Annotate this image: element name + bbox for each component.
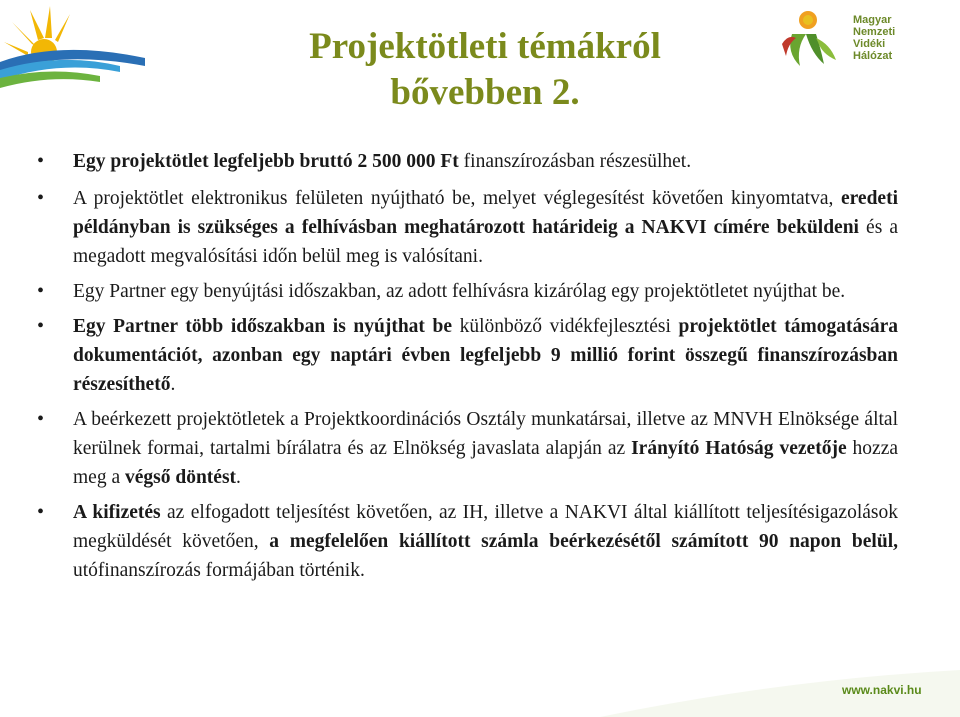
text: hozza meg a [73, 438, 899, 488]
bold-text: projektötlet támogatására dokumentációt, azonban egy naptári évben legfeljebb 9 millió forint összegű finanszírozásban részesíthető [73, 316, 898, 395]
bold-text: végső döntést [124, 467, 237, 488]
bullet-list [40, 147, 898, 591]
footer-wave-decoration [600, 640, 960, 717]
bullet-item [40, 147, 898, 176]
title-line-2: bővebben 2. [390, 72, 580, 113]
bold-text: a megfelelően kiállított számla beérkezésétől számított 90 napon belül, [269, 531, 898, 552]
sunrise-logo-icon [0, 0, 145, 90]
bullet-item [40, 498, 898, 585]
bullet-item [40, 312, 898, 399]
text: A beérkezett projektötletek a Projektkoordinációs Osztály munkatársai, illetve az MNVH Elnöksége által kerülnek formai, tartalmi bírálatra és az Elnökség javaslata alapján az [73, 409, 898, 459]
text: finanszírozásban részesülhet. [458, 151, 692, 172]
text: az elfogadott teljesítést követően, az IH, illetve a NAKVI által kiállított teljesítésigazolások megküldését követően, [73, 502, 898, 552]
brand-name [853, 14, 895, 62]
title-line-1: Projektötleti témákról [309, 26, 661, 67]
bullet-item [40, 277, 898, 306]
bold-text: Irányító Hatóság vezetője [631, 438, 847, 459]
bold-text: eredeti példányban is szükséges a felhívásban meghatározott határideig a NAKVI címére beküldeni [73, 188, 898, 238]
brand-line: Magyar [853, 14, 892, 26]
text: utófinanszírozás formájában történik. [73, 560, 365, 581]
bullet-item [40, 405, 898, 492]
bold-text: Egy projektötlet legfeljebb bruttó 2 500 000 Ft [73, 151, 459, 172]
brand-line: Hálózat [853, 50, 893, 62]
text: A projektötlet elektronikus felületen nyújtható be, melyet véglegesítést követően kinyomtatva, [73, 188, 841, 209]
brand-line: Vidéki [853, 38, 886, 50]
text: . [236, 467, 241, 488]
bullet-item [40, 184, 898, 271]
bold-text: A kifizetés [73, 502, 161, 523]
page-title [185, 24, 785, 116]
bold-text: Egy Partner több időszakban is nyújthat be [73, 316, 453, 337]
text: és a megadott megvalósítási időn belül meg is valósítani. [73, 217, 898, 267]
text: Egy Partner egy benyújtási időszakban, az adott felhívásra kizárólag egy projektötletet nyújthat be. [73, 281, 846, 302]
footer-url[interactable]: www.nakvi.hu [842, 683, 922, 697]
text: különböző vidékfejlesztési [452, 316, 679, 337]
text: . [170, 374, 176, 395]
brand-line: Nemzeti [853, 26, 896, 38]
